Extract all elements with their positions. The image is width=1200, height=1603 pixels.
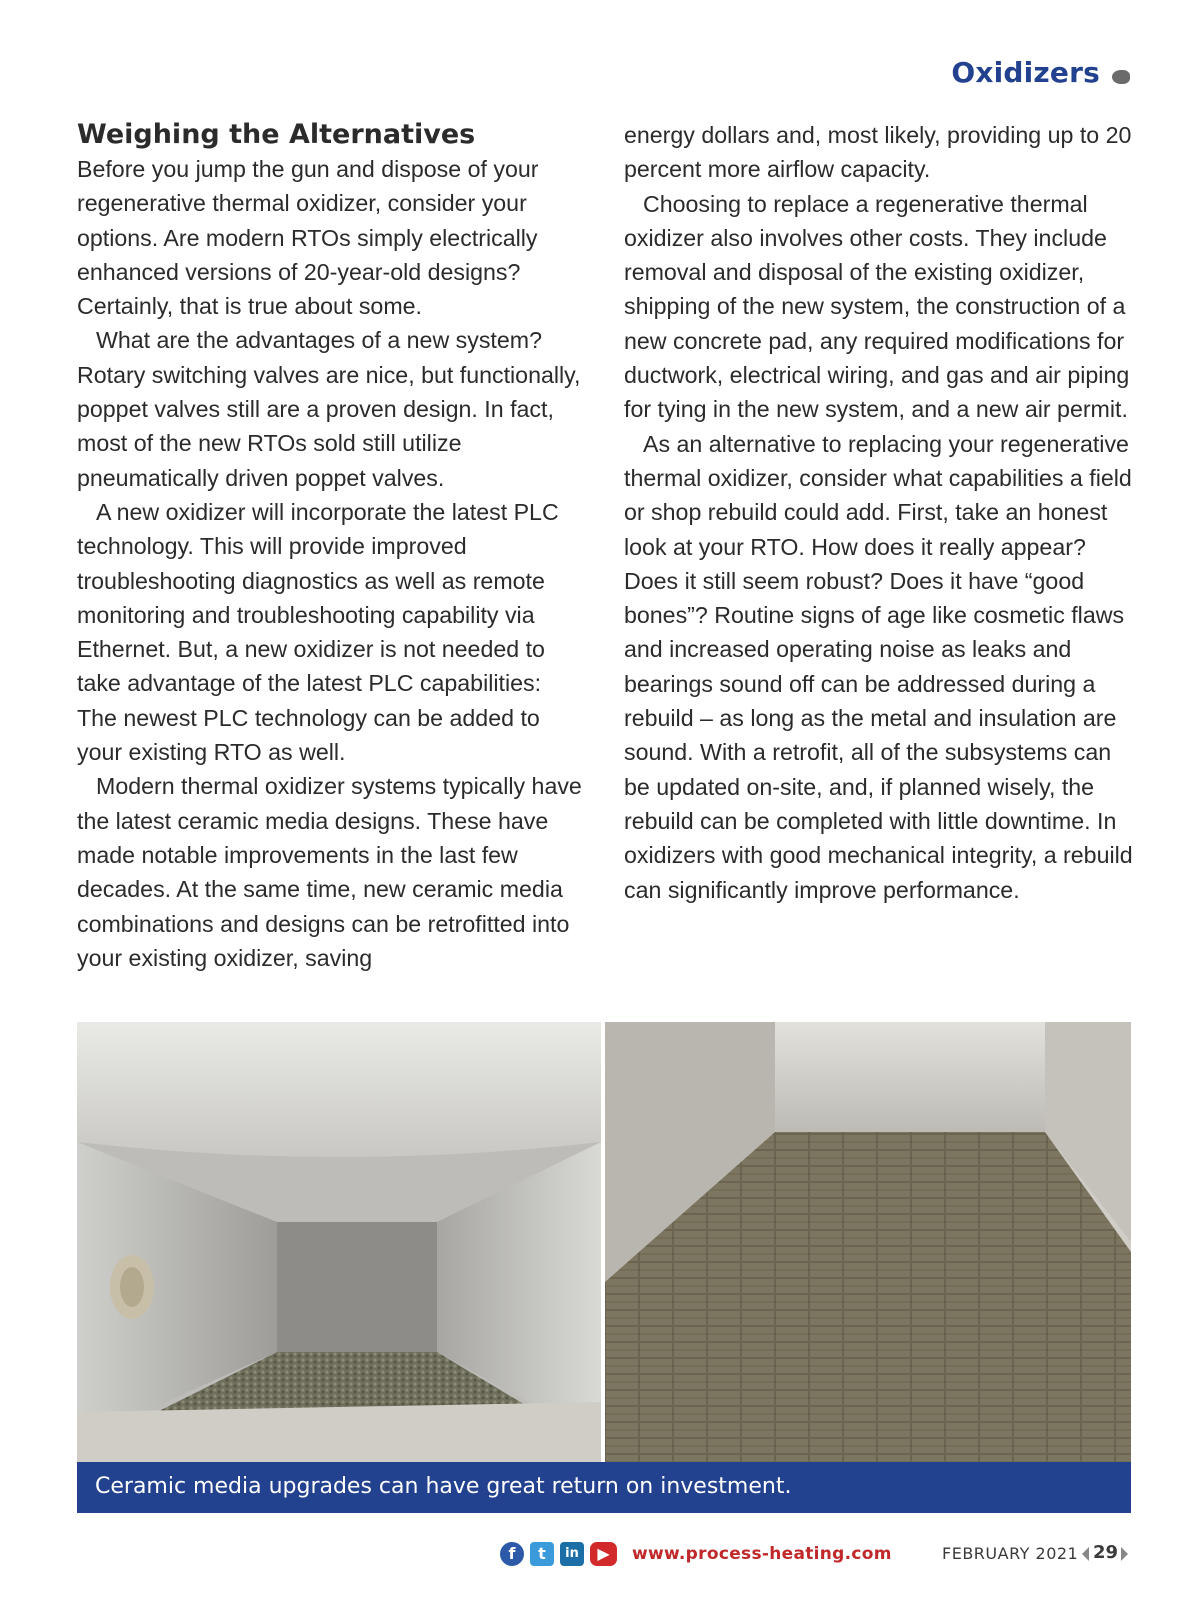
figure-caption: Ceramic media upgrades can have great return on investment.: [95, 1474, 792, 1499]
paragraph: What are the advantages of a new system? Rotary switching valves are nice, but functionally, poppet valves still are a proven design. In fact, most of the new RTOs sold still utilize pneumatically driven poppet valves.: [77, 327, 581, 491]
paragraph: A new oxidizer will incorporate the latest PLC technology. This will provide improved troubleshooting diagnostics as well as remote monitoring and troubleshooting capability via Ethernet. But, a new oxidizer is not needed to take advantage of the latest PLC capabilities: The newest PLC technology can be added to your existing RTO as well.: [77, 498, 559, 766]
page-footer: [0, 1538, 1200, 1574]
section-tag: Oxidizers: [951, 56, 1100, 89]
article-heading: Weighing the Alternatives: [77, 119, 476, 150]
page-number: 29: [1093, 1542, 1119, 1563]
left-column: [77, 118, 582, 975]
facebook-icon[interactable]: f: [500, 1542, 524, 1566]
issue-date: FEBRUARY 2021: [942, 1544, 1079, 1563]
paragraph: Modern thermal oxidizer systems typically have the latest ceramic media designs. These have made notable improvements in the last few decades. At the same time, new ceramic media combinations and designs can be retrofitted into your existing oxidizer, saving: [77, 773, 582, 971]
paragraph: Before you jump the gun and dispose of your regenerative thermal oxidizer, consider your options. Are modern RTOs simply electrically enhanced versions of 20-year-old designs? Certainly, that is true about some.: [77, 156, 539, 320]
photo-old-ceramic-media: [77, 1022, 601, 1462]
linkedin-icon[interactable]: in: [560, 1542, 584, 1566]
arrow-right-icon: [1121, 1547, 1128, 1561]
twitter-icon[interactable]: t: [530, 1542, 554, 1566]
caption-bar: [77, 1462, 1131, 1513]
figure: [77, 1022, 1131, 1513]
website-link[interactable]: www.process-heating.com: [632, 1544, 892, 1564]
youtube-icon[interactable]: ▶: [590, 1542, 617, 1566]
paragraph: energy dollars and, most likely, providing up to 20 percent more airflow capacity.: [624, 122, 1132, 183]
right-column: [624, 118, 1134, 907]
photo-new-structured-media: [605, 1022, 1131, 1462]
section-tag-dot-icon: [1112, 70, 1130, 84]
paragraph: As an alternative to replacing your regenerative thermal oxidizer, consider what capabilities a field or shop rebuild could add. First, take an honest look at your RTO. How does it really appear? Does it still seem robust? Does it have “good bones”? Routine signs of age like cosmetic flaws and increased operating noise as leaks and bearings sound off can be addressed during a rebuild – as long as the metal and insulation are sound. With a retrofit, all of the subsystems can be updated on-site, and, if planned wisely, the rebuild can be completed with little downtime. In oxidizers with good mechanical integrity, a rebuild can significantly improve performance.: [624, 430, 1133, 903]
arrow-left-icon: [1082, 1547, 1089, 1561]
paragraph: Choosing to replace a regenerative thermal oxidizer also involves other costs. They include removal and disposal of the existing oxidizer, shipping of the new system, the construction of a new concrete pad, any required modifications for ductwork, electrical wiring, and gas and air piping for tying in the new system, and a new air permit.: [624, 190, 1130, 423]
